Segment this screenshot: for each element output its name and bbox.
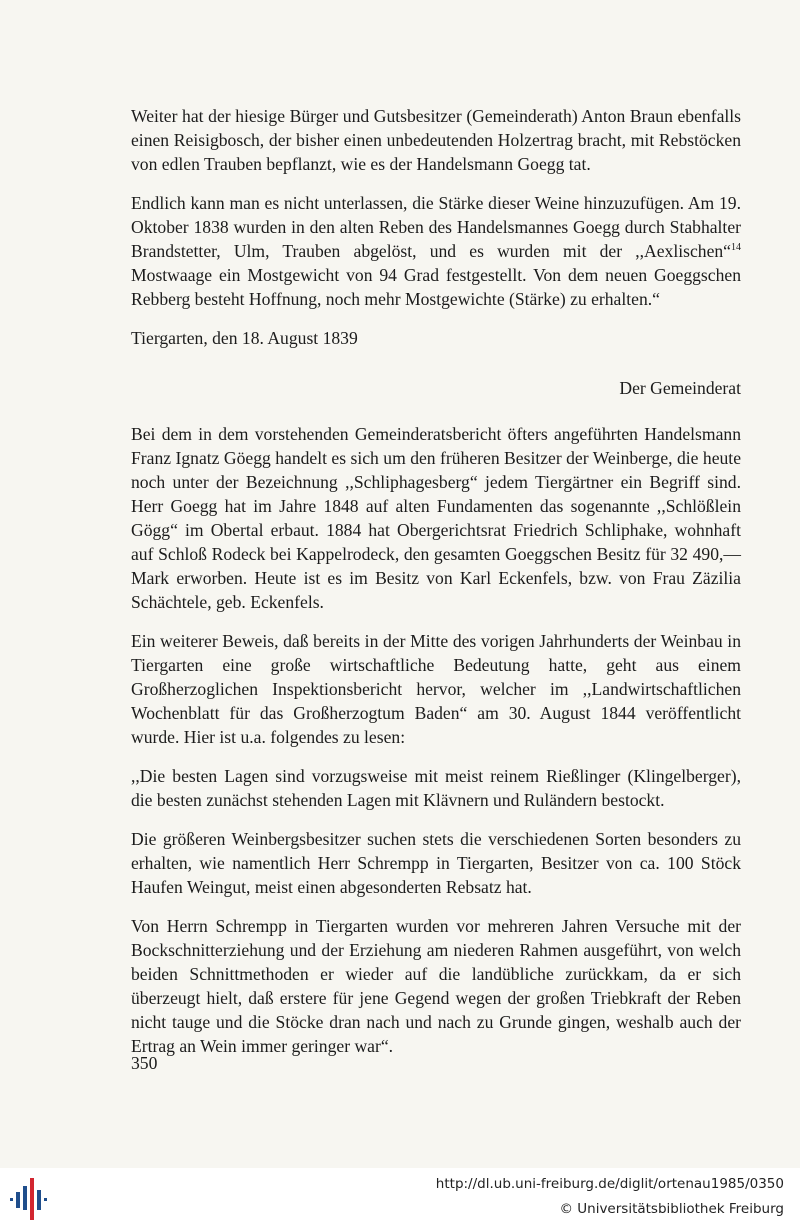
quote-lagen: ,,Die besten Lagen sind vorzugsweise mit meist reinem Rießlinger (Klingelberger), die besten zunächst stehenden Lagen mit Klävnern und Ruländern bestockt. (131, 766, 741, 810)
footer (0, 1168, 800, 1226)
paragraph-staerke-before: Endlich kann man es nicht unterlassen, die Stärke dieser Weine hinzuzufügen. Am 19. Oktober 1838 wurden in den alten Reben des Handelsmannes Goegg durch Stabhalter Brandstetter, Ulm, Trauben abgelöst, und es wurden mit der ,,Aexlischen“ (131, 193, 741, 261)
paragraph-beweis: Ein weiterer Beweis, daß bereits in der Mitte des vorigen Jahrhunderts der Weinbau in Tiergarten eine große wirtschaftliche Bedeutung hatte, geht aus einem Großherzoglichen Inspektionsbericht hervor, welcher im ,,Landwirtschaftlichen Wochenblatt für das Großherzogtum Baden“ am 30. August 1844 veröffentlicht wurde. Hier ist u.a. folgendes zu lesen: (131, 631, 741, 747)
quote-weinbergsbesitzer: Die größeren Weinbergsbesitzer suchen stets die verschiedenen Sorten besonders zu erhalten, wie namentlich Herr Schrempp in Tiergarten, Besitzer von ca. 100 Stöck Haufen Weingut, meist einen abgesonderten Rebsatz hat. (131, 829, 741, 897)
paragraph-staerke (131, 191, 741, 311)
ub-freiburg-logo-icon (8, 1176, 52, 1222)
dateline: Tiergarten, den 18. August 1839 (131, 328, 358, 348)
paragraph-staerke-after: Mostwaage ein Mostgewicht von 94 Grad festgestellt. Von dem neuen Goeggschen Rebberg besteht Hoffnung, noch mehr Mostgewichte (Stärke) zu erhalten.“ (131, 265, 741, 309)
footer-url[interactable]: http://dl.ub.uni-freiburg.de/diglit/ortenau1985/0350 (435, 1176, 784, 1192)
paragraph-braun: Weiter hat der hiesige Bürger und Gutsbesitzer (Gemeinderath) Anton Braun ebenfalls einen Reisigbosch, der bisher einen unbedeutenden Holzertrag bracht, mit Rebstöcken von edlen Trauben bepflanzt, wie es der Handelsmann Goegg tat. (131, 106, 741, 174)
quote-schrempp: Von Herrn Schrempp in Tiergarten wurden vor mehreren Jahren Versuche mit der Bockschnitterziehung und der Erziehung am niederen Rahmen ausgeführt, von welch beiden Schnittmethoden er wieder auf die landübliche zurückkam, da er sich überzeugt hielt, daß erstere für jene Gegend wegen der großen Triebkraft der Reben nicht tauge und die Stöcke dran nach und nach zu Grunde gingen, weshalb auch der Ertrag an Wein immer geringer war“. (131, 916, 741, 1056)
page-number: 350 (131, 1053, 158, 1073)
footnote-ref: 14 (731, 242, 741, 254)
page-body (131, 104, 741, 1073)
paragraph-goegg: Bei dem in dem vorstehenden Gemeinderatsbericht öfters angeführten Handelsmann Franz Ignatz Göegg handelt es sich um den früheren Besitzer der Weinberge, die heute noch unter der Bezeichnung ,,Schliphagesberg“ jedem Tiergärtner ein Begriff sind. Herr Goegg hat im Jahre 1848 auf alten Fundamenten das sogenannte ,,Schlößlein Gögg“ im Obertal erbaut. 1884 hat Obergerichtsrat Friedrich Schliphake, wohnhaft auf Schloß Rodeck bei Kappelrodeck, den gesamten Goeggschen Besitz für 32 490,— Mark erworben. Heute ist es im Besitz von Karl Eckenfels, bzw. von Frau Zäzilia Schächtele, geb. Eckenfels. (131, 424, 741, 612)
signature-gemeinderat: Der Gemeinderat (619, 378, 741, 398)
footer-copyright: © Universitätsbibliothek Freiburg (559, 1201, 784, 1217)
